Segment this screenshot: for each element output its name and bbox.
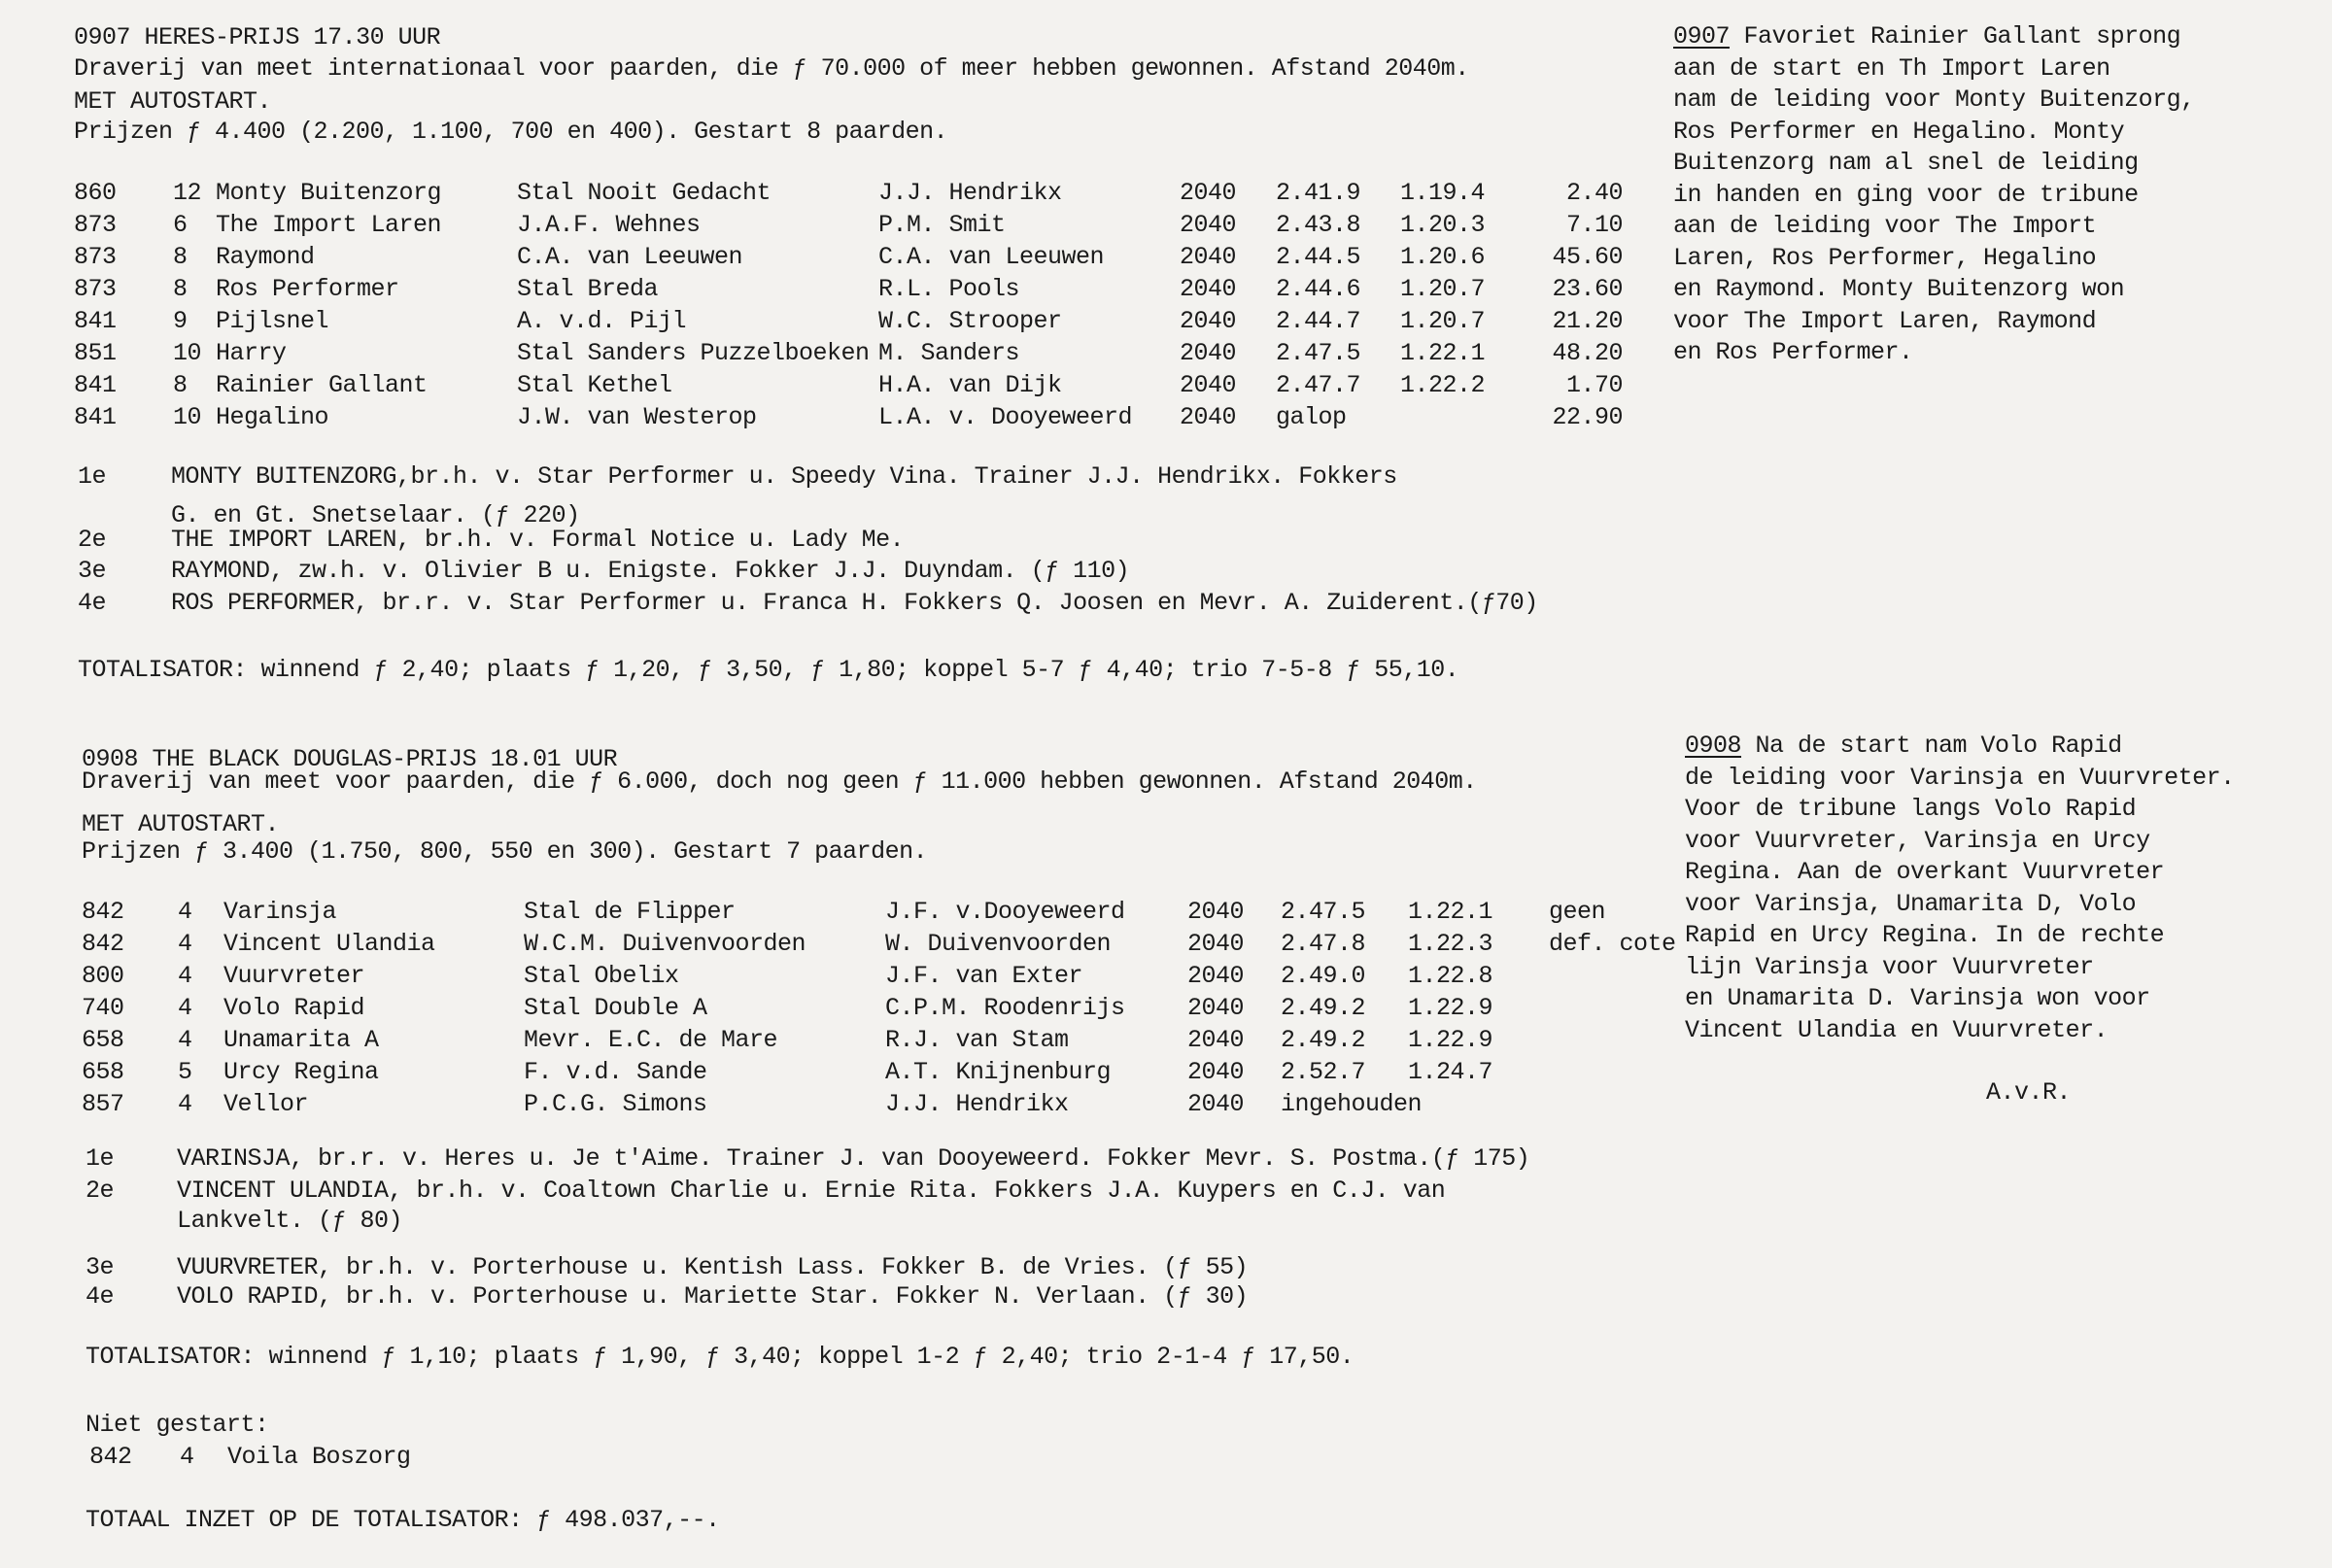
entry-rating: 740 [82,994,124,1022]
commentary-line: Ros Performer en Hegalino. Monty [1673,117,2125,146]
placing-text: ROS PERFORMER, br.r. v. Star Performer u. Franca H. Fokkers Q. Joosen en Mevr. A. Zuiderent.(ƒ70) [171,589,1538,617]
entry-owner: A. v.d. Pijl [517,307,687,335]
entry-rating: 860 [74,179,117,207]
entry-time: galop [1276,403,1347,431]
entry-distance: 2040 [1180,179,1237,207]
race-conditions: Draverij van meet internationaal voor paarden, die ƒ 70.000 of meer hebben gewonnen. Afstand 2040m. [74,54,1469,83]
commentary-line: Voor de tribune langs Volo Rapid [1685,795,2137,823]
commentary-line: Buitenzorg nam al snel de leiding [1673,149,2139,177]
entry-driver: C.A. van Leeuwen [878,243,1105,271]
commentary-line [1685,731,2235,763]
entry-distance: 2040 [1187,994,1245,1022]
not-started-rating: 842 [89,1443,132,1471]
commentary-line: en Ros Performer. [1673,338,1913,366]
entry-rating: 842 [82,898,124,926]
commentary-line: de leiding voor Varinsja en Vuurvreter. [1685,763,2235,792]
entry-time: 2.49.2 [1281,1026,1366,1054]
entry-driver: A.T. Knijnenburg [885,1058,1112,1086]
entry-km-time: 1.24.7 [1408,1058,1493,1086]
entry-rating: 658 [82,1058,124,1086]
entry-km-time: 1.19.4 [1400,179,1486,207]
race-commentary [1673,21,2195,369]
entry-km-time: 1.22.1 [1400,339,1486,367]
commentary-race-code: 0907 [1673,22,1731,51]
entry-time: 2.44.5 [1276,243,1361,271]
entry-owner: Stal Sanders Puzzelboeken [517,339,870,367]
entry-odds: 48.20 [1552,339,1623,367]
entry-owner: Stal Breda [517,275,659,303]
entry-number: 4 [178,994,192,1022]
placing-position: 4e [86,1282,115,1311]
entry-driver: W.C. Strooper [878,307,1062,335]
placing-position: 2e [86,1176,115,1205]
entry-owner: P.C.G. Simons [524,1090,707,1118]
entry-rating: 873 [74,275,117,303]
entry-number: 8 [173,275,188,303]
race-title: HERES-PRIJS 17.30 UUR [144,23,441,51]
entry-horse: Unamarita A [223,1026,379,1054]
entry-owner: J.A.F. Wehnes [517,211,701,239]
entry-odds: geen [1549,898,1606,926]
entry-rating: 658 [82,1026,124,1054]
entry-owner: F. v.d. Sande [524,1058,707,1086]
commentary-line: nam de leiding voor Monty Buitenzorg, [1673,85,2195,114]
placing-text: VUURVRETER, br.h. v. Porterhouse u. Kentish Lass. Fokker B. de Vries. (ƒ 55) [177,1253,1249,1281]
commentary-line [1673,21,2195,53]
entry-distance: 2040 [1187,1026,1245,1054]
placing-position: 1e [86,1144,115,1173]
entry-distance: 2040 [1180,371,1237,399]
entry-driver: W. Duivenvoorden [885,930,1112,958]
placing-text: THE IMPORT LAREN, br.h. v. Formal Notice u. Lady Me. [171,526,905,554]
entry-rating: 857 [82,1090,124,1118]
entry-distance: 2040 [1187,1058,1245,1086]
entry-driver: L.A. v. Dooyeweerd [878,403,1133,431]
entry-distance: 2040 [1187,930,1245,958]
entry-distance: 2040 [1187,898,1245,926]
entry-time: ingehouden [1281,1090,1423,1118]
race-code: 0908 [82,745,139,773]
entry-driver: R.J. van Stam [885,1026,1069,1054]
placing-text: VARINSJA, br.r. v. Heres u. Je t'Aime. Trainer J. van Dooyeweerd. Fokker Mevr. S. Postma.(ƒ 175) [177,1144,1530,1173]
entry-rating: 842 [82,930,124,958]
placing-position: 4e [78,589,107,617]
commentary-line: voor Vuurvreter, Varinsja en Urcy [1685,826,2150,855]
entry-distance: 2040 [1187,962,1245,990]
total-stakes: TOTAAL INZET OP DE TOTALISATOR: ƒ 498.037,--. [86,1506,720,1534]
entry-time: 2.47.7 [1276,371,1361,399]
entry-odds: def. cote [1549,930,1676,958]
race-conditions: Draverij van meet voor paarden, die ƒ 6.000, doch nog geen ƒ 11.000 hebben gewonnen. Afstand 2040m. [82,767,1477,796]
entry-horse: Ros Performer [216,275,399,303]
entry-horse: Rainier Gallant [216,371,428,399]
entry-time: 2.52.7 [1281,1058,1366,1086]
not-started-number: 4 [180,1443,194,1471]
commentary-text: Na de start nam Volo Rapid [1741,732,2122,760]
entry-distance: 2040 [1180,339,1237,367]
entry-time: 2.44.6 [1276,275,1361,303]
entry-odds: 1.70 [1565,371,1623,399]
entry-driver: P.M. Smit [878,211,1006,239]
entry-time: 2.47.5 [1276,339,1361,367]
entry-number: 5 [178,1058,192,1086]
entry-rating: 873 [74,243,117,271]
entry-number: 4 [178,1090,192,1118]
race-autostart: MET AUTOSTART. [74,87,272,116]
entry-odds: 21.20 [1552,307,1623,335]
entry-number: 8 [173,243,188,271]
entry-distance: 2040 [1180,307,1237,335]
entry-km-time: 1.20.7 [1400,307,1486,335]
entry-owner: Stal de Flipper [524,898,736,926]
commentary-line: aan de leiding voor The Import [1673,212,2097,240]
totalisator: TOTALISATOR: winnend ƒ 1,10; plaats ƒ 1,90, ƒ 3,40; koppel 1-2 ƒ 2,40; trio 2-1-4 ƒ 17,50. [86,1343,1355,1371]
entry-number: 10 [173,339,202,367]
entry-horse: Vincent Ulandia [223,930,435,958]
commentary-race-code: 0908 [1685,732,1742,760]
entry-horse: Raymond [216,243,315,271]
placing-text: Lankvelt. (ƒ 80) [177,1207,403,1235]
entry-horse: Vuurvreter [223,962,365,990]
commentary-line: Rapid en Urcy Regina. In de rechte [1685,921,2165,949]
entry-horse: Hegalino [216,403,329,431]
entry-km-time: 1.22.8 [1408,962,1493,990]
entry-horse: Monty Buitenzorg [216,179,442,207]
entry-driver: J.J. Hendrikx [878,179,1062,207]
commentary-line: voor The Import Laren, Raymond [1673,306,2097,335]
entry-km-time: 1.20.7 [1400,275,1486,303]
race-prizes: Prijzen ƒ 3.400 (1.750, 800, 550 en 300). Gestart 7 paarden. [82,837,928,866]
entry-number: 9 [173,307,188,335]
entry-km-time: 1.22.3 [1408,930,1493,958]
race-code: 0907 [74,23,131,51]
entry-rating: 800 [82,962,124,990]
entry-time: 2.49.0 [1281,962,1366,990]
entry-number: 10 [173,403,202,431]
placing-text: VINCENT ULANDIA, br.h. v. Coaltown Charlie u. Ernie Rita. Fokkers J.A. Kuypers en C.J. van [177,1176,1446,1205]
entry-number: 8 [173,371,188,399]
entry-owner: Stal Nooit Gedacht [517,179,772,207]
entry-horse: Varinsja [223,898,337,926]
placing-position: 2e [78,526,107,554]
placing-position: 3e [78,557,107,585]
commentary-line: en Unamarita D. Varinsja won voor [1685,984,2150,1012]
entry-time: 2.47.5 [1281,898,1366,926]
entry-owner: J.W. van Westerop [517,403,757,431]
entry-owner: W.C.M. Duivenvoorden [524,930,806,958]
totalisator: TOTALISATOR: winnend ƒ 2,40; plaats ƒ 1,20, ƒ 3,50, ƒ 1,80; koppel 5-7 ƒ 4,40; trio 7-5-8 ƒ 55,10. [78,656,1459,684]
entry-driver: H.A. van Dijk [878,371,1062,399]
entry-driver: M. Sanders [878,339,1020,367]
entry-odds: 7.10 [1565,211,1623,239]
entry-horse: The Import Laren [216,211,442,239]
race-autostart: MET AUTOSTART. [82,810,280,838]
entry-distance: 2040 [1180,243,1237,271]
entry-distance: 2040 [1187,1090,1245,1118]
entry-owner: C.A. van Leeuwen [517,243,743,271]
entry-rating: 841 [74,307,117,335]
commentary-text: Favoriet Rainier Gallant sprong [1730,22,2181,51]
entry-number: 4 [178,898,192,926]
race-heading [74,23,440,52]
entry-horse: Volo Rapid [223,994,365,1022]
entry-horse: Vellor [223,1090,309,1118]
entry-km-time: 1.20.3 [1400,211,1486,239]
entry-km-time: 1.22.9 [1408,994,1493,1022]
entry-horse: Pijlsnel [216,307,329,335]
entry-distance: 2040 [1180,211,1237,239]
entry-number: 4 [178,930,192,958]
entry-driver: J.F. van Exter [885,962,1083,990]
entry-time: 2.44.7 [1276,307,1361,335]
entry-driver: J.J. Hendrikx [885,1090,1069,1118]
entry-owner: Stal Double A [524,994,707,1022]
entry-rating: 841 [74,371,117,399]
entry-time: 2.49.2 [1281,994,1366,1022]
entry-time: 2.47.8 [1281,930,1366,958]
entry-distance: 2040 [1180,275,1237,303]
placing-text: RAYMOND, zw.h. v. Olivier B u. Enigste. Fokker J.J. Duyndam. (ƒ 110) [171,557,1130,585]
placing-text: VOLO RAPID, br.h. v. Porterhouse u. Mariette Star. Fokker N. Verlaan. (ƒ 30) [177,1282,1249,1311]
placing-text: G. en Gt. Snetselaar. (ƒ 220) [171,501,580,529]
entry-rating: 851 [74,339,117,367]
entry-odds: 45.60 [1552,243,1623,271]
placing-text: MONTY BUITENZORG,br.h. v. Star Performer u. Speedy Vina. Trainer J.J. Hendrikx. Fokkers [171,462,1397,491]
entry-time: 2.41.9 [1276,179,1361,207]
entry-driver: J.F. v.Dooyeweerd [885,898,1125,926]
entry-odds: 2.40 [1565,179,1623,207]
entry-km-time: 1.22.9 [1408,1026,1493,1054]
entry-driver: C.P.M. Roodenrijs [885,994,1125,1022]
entry-horse: Harry [216,339,287,367]
commentary-line: voor Varinsja, Unamarita D, Volo [1685,889,2137,918]
entry-driver: R.L. Pools [878,275,1020,303]
entry-number: 4 [178,1026,192,1054]
not-started-horse: Voila Boszorg [227,1443,411,1471]
commentary-line: Regina. Aan de overkant Vuurvreter [1685,858,2165,886]
entry-owner: Mevr. E.C. de Mare [524,1026,778,1054]
entry-owner: Stal Obelix [524,962,679,990]
entry-number: 4 [178,962,192,990]
entry-odds: 22.90 [1552,403,1623,431]
not-started-label: Niet gestart: [86,1411,269,1439]
entry-km-time: 1.22.2 [1400,371,1486,399]
entry-number: 6 [173,211,188,239]
entry-km-time: 1.20.6 [1400,243,1486,271]
commentary-line: lijn Varinsja voor Vuurvreter [1685,952,2094,981]
commentary-line: Laren, Ros Performer, Hegalino [1673,243,2097,272]
commentary-line: in handen en ging voor de tribune [1673,180,2139,209]
race-title: THE BLACK DOUGLAS-PRIJS 18.01 UUR [152,745,618,773]
entry-odds: 23.60 [1552,275,1623,303]
entry-rating: 873 [74,211,117,239]
signature: A.v.R. [1986,1078,2072,1107]
entry-horse: Urcy Regina [223,1058,379,1086]
race-prizes: Prijzen ƒ 4.400 (2.200, 1.100, 700 en 400). Gestart 8 paarden. [74,118,948,146]
race-commentary [1685,731,2235,1046]
entry-number: 12 [173,179,202,207]
placing-position: 1e [78,462,107,491]
placing-position: 3e [86,1253,115,1281]
commentary-line: aan de start en Th Import Laren [1673,53,2110,83]
entry-owner: Stal Kethel [517,371,672,399]
commentary-line: en Raymond. Monty Buitenzorg won [1673,275,2125,303]
entry-km-time: 1.22.1 [1408,898,1493,926]
entry-rating: 841 [74,403,117,431]
entry-time: 2.43.8 [1276,211,1361,239]
commentary-line: Vincent Ulandia en Vuurvreter. [1685,1015,2109,1044]
entry-distance: 2040 [1180,403,1237,431]
